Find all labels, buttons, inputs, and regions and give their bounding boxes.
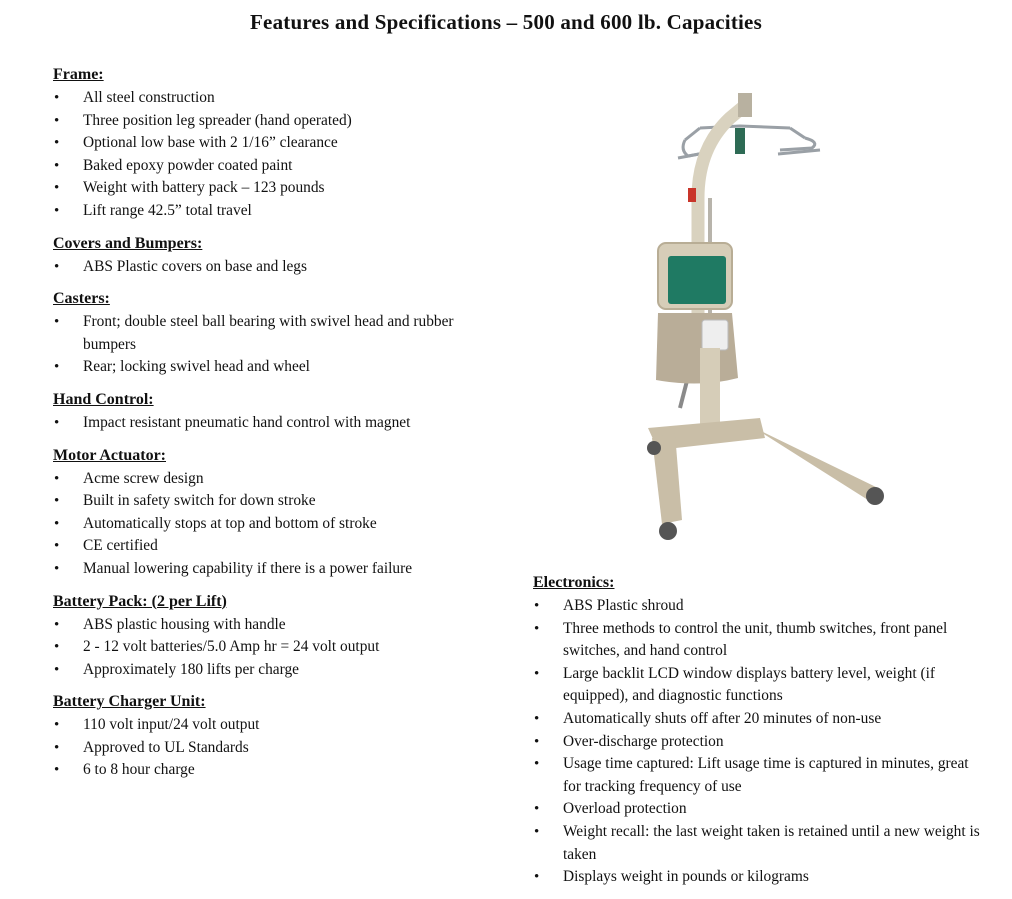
list-item: • 2 - 12 volt batteries/5.0 Amp hr = 24 volt output (53, 636, 503, 659)
list-item: • CE certified (53, 535, 503, 558)
boom-end (738, 93, 752, 117)
right-leg (748, 424, 878, 500)
list-item: • Usage time captured: Lift usage time is captured in minutes, great for tracking frequency of use (533, 753, 983, 798)
list-item: • Weight with battery pack – 123 pounds (53, 177, 503, 200)
hanger-strap (735, 128, 745, 154)
list-item: • Weight recall: the last weight taken is retained until a new weight is taken (533, 821, 983, 866)
bullet-list (53, 311, 503, 379)
section-battery-pack (53, 591, 503, 682)
bullet-list (53, 256, 503, 279)
battery-pack (668, 256, 726, 304)
page-title: Features and Specifications – 500 and 600 lb. Capacities (250, 10, 762, 34)
list-item: • ABS plastic housing with handle (53, 614, 503, 637)
list-item: • Baked epoxy powder coated paint (53, 155, 503, 178)
section-heading: Casters: (53, 290, 110, 308)
left-column (53, 64, 503, 792)
section-electronics (533, 572, 983, 889)
hand-control (702, 320, 728, 350)
list-item: • Three methods to control the unit, thumb switches, front panel switches, and hand control (533, 618, 983, 663)
caster-icon (659, 522, 677, 540)
list-item: • Displays weight in pounds or kilograms (533, 866, 983, 889)
bullet-list (53, 468, 503, 581)
list-item: • Over-discharge protection (533, 731, 983, 754)
section-heading: Hand Control: (53, 390, 154, 408)
section-heading: Covers and Bumpers: (53, 234, 203, 252)
bullet-list (53, 714, 503, 782)
list-item: • Automatically shuts off after 20 minutes of non-use (533, 708, 983, 731)
section-hand-control (53, 389, 503, 435)
section-heading: Battery Pack: (2 per Lift) (53, 592, 227, 610)
section-heading: Frame: (53, 66, 104, 83)
section-heading: Electronics: (533, 574, 615, 591)
right-column (533, 572, 983, 899)
list-item: • Approximately 180 lifts per charge (53, 659, 503, 682)
list-item: • Optional low base with 2 1/16” clearance (53, 132, 503, 155)
bullet-list (53, 614, 503, 682)
bullet-list (533, 595, 983, 889)
list-item: • Automatically stops at top and bottom of stroke (53, 513, 503, 536)
list-item: • Manual lowering capability if there is a power failure (53, 558, 503, 581)
list-item: • Front; double steel ball bearing with swivel head and rubber bumpers (53, 311, 503, 356)
patient-lift-image (640, 88, 900, 548)
list-item: • 6 to 8 hour charge (53, 759, 503, 782)
list-item: • Approved to UL Standards (53, 737, 503, 760)
list-item: • Lift range 42.5” total travel (53, 200, 503, 223)
list-item: • ABS Plastic shroud (533, 595, 983, 618)
list-item: • Acme screw design (53, 468, 503, 491)
section-casters (53, 288, 503, 379)
list-item: • Three position leg spreader (hand operated) (53, 110, 503, 133)
bullet-list (53, 87, 503, 223)
section-heading: Motor Actuator: (53, 446, 166, 464)
emergency-stop-icon (688, 188, 696, 202)
section-frame (53, 64, 503, 223)
lower-column (700, 348, 720, 428)
caster-icon (647, 441, 661, 455)
bullet-list (53, 412, 503, 435)
list-item: • Rear; locking swivel head and wheel (53, 356, 503, 379)
section-battery-charger-unit (53, 691, 503, 782)
list-item: • All steel construction (53, 87, 503, 110)
list-item: • ABS Plastic covers on base and legs (53, 256, 503, 279)
list-item: • Built in safety switch for down stroke (53, 490, 503, 513)
section-motor-actuator (53, 445, 503, 581)
list-item: • Impact resistant pneumatic hand control with magnet (53, 412, 503, 435)
list-item: • Overload protection (533, 798, 983, 821)
section-covers-and-bumpers (53, 233, 503, 279)
caster-icon (866, 487, 884, 505)
list-item: • 110 volt input/24 volt output (53, 714, 503, 737)
section-heading: Battery Charger Unit: (53, 693, 206, 711)
list-item: • Large backlit LCD window displays battery level, weight (if equipped), and diagnostic functions (533, 663, 983, 708)
